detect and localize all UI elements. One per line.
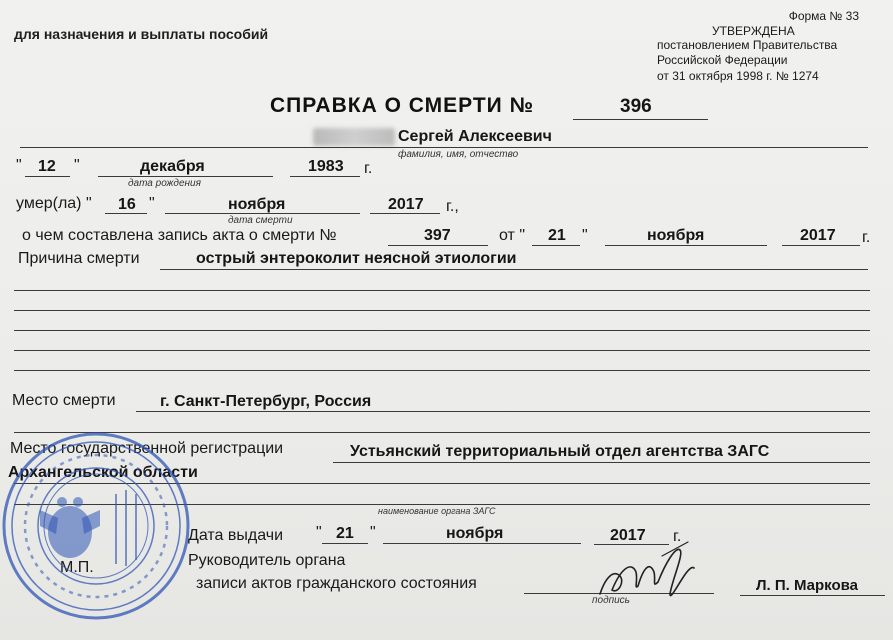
record-number: 397 xyxy=(424,227,451,244)
death-day-line xyxy=(105,213,147,214)
head-line1: Руководитель органа xyxy=(188,552,346,569)
approved-by-line1: постановлением Правительства xyxy=(657,38,838,52)
record-year: 2017 xyxy=(800,227,836,244)
registration-line-1 xyxy=(333,462,870,463)
birth-caption: дата рождения xyxy=(128,178,201,189)
death-month-line xyxy=(165,213,360,214)
signature-scribble xyxy=(592,536,697,606)
death-day: 16 xyxy=(118,196,136,213)
number-line xyxy=(573,119,708,120)
birth-month: декабря xyxy=(140,158,205,175)
certificate-title: СПРАВКА О СМЕРТИ № xyxy=(270,94,535,117)
blank-line-5 xyxy=(14,370,870,371)
blank-line-1 xyxy=(14,290,870,291)
issue-month: ноября xyxy=(446,525,504,542)
record-day: 21 xyxy=(548,227,566,244)
death-caption: дата смерти xyxy=(228,215,293,226)
approved-date: от 31 октября 1998 г. № 1274 xyxy=(657,69,819,83)
registration-value-line2: Архангельской области xyxy=(8,464,198,481)
form-number: Форма № 33 xyxy=(788,9,859,23)
cause-value: острый энтероколит неясной этиологии xyxy=(196,250,517,267)
death-year-suffix: г., xyxy=(446,198,459,215)
issue-day: 21 xyxy=(336,525,354,542)
header-left-title: для назначения и выплаты пособий xyxy=(14,26,269,42)
signature-caption: подпись xyxy=(592,595,630,606)
blank-line-4 xyxy=(14,350,870,351)
record-from: от " xyxy=(499,227,525,244)
name-caption: фамилия, имя, отчество xyxy=(398,149,519,160)
death-label: умер(ла) " xyxy=(16,195,92,212)
place-value: г. Санкт-Петербург, Россия xyxy=(160,393,372,410)
blank-line-3 xyxy=(14,330,870,331)
record-day-line xyxy=(532,245,580,246)
approved-label: УТВЕРЖДЕНА xyxy=(712,24,795,38)
birth-quote-close: " xyxy=(74,157,80,174)
death-year-line xyxy=(370,213,440,214)
head-name: Л. П. Маркова xyxy=(756,577,858,594)
issue-day-line xyxy=(322,543,368,544)
birth-day: 12 xyxy=(38,158,56,175)
issue-quote-close: " xyxy=(370,524,376,541)
approved-by-line2: Российской Федерации xyxy=(657,53,788,67)
redacted-surname xyxy=(313,128,395,146)
place-label: Место смерти xyxy=(12,392,116,409)
birth-quote-open: " xyxy=(16,157,22,174)
record-quote-close: " xyxy=(582,227,588,244)
record-year-suffix: г. xyxy=(862,229,871,246)
record-label: о чем составлена запись акта о смерти № xyxy=(22,227,337,244)
issue-year: 2017 xyxy=(610,527,646,544)
record-month: ноября xyxy=(647,227,705,244)
cause-line xyxy=(160,269,868,270)
full-name-value: Сергей Алексеевич xyxy=(398,128,552,145)
record-number-line xyxy=(388,245,488,246)
place-line xyxy=(136,411,870,412)
death-month: ноября xyxy=(228,196,286,213)
birth-day-line xyxy=(25,176,70,177)
blank-line-2 xyxy=(14,310,870,311)
record-month-line xyxy=(605,245,767,246)
registration-caption: наименование органа ЗАГС xyxy=(378,506,496,516)
issue-year-suffix: г. xyxy=(673,528,682,545)
registration-label: Место государственной регистрации xyxy=(10,440,284,457)
issue-label: Дата выдачи xyxy=(188,527,284,544)
death-year: 2017 xyxy=(388,196,424,213)
name-line xyxy=(20,147,868,148)
head-name-line xyxy=(740,595,885,596)
death-quote-close: " xyxy=(149,195,155,212)
birth-month-line xyxy=(98,176,273,177)
head-line2: записи актов гражданского состояния xyxy=(196,575,477,592)
official-seal-stamp xyxy=(0,414,196,634)
birth-year-suffix: г. xyxy=(364,160,373,177)
birth-year-line xyxy=(290,176,360,177)
seal-place-label: М.П. xyxy=(60,559,94,576)
record-year-line xyxy=(782,245,860,246)
certificate-number: 396 xyxy=(620,96,652,117)
issue-month-line xyxy=(383,543,581,544)
registration-value-line1: Устьянский территориальный отдел агентства ЗАГС xyxy=(350,443,770,460)
issue-quote-open: " xyxy=(316,524,322,541)
birth-year: 1983 xyxy=(308,158,344,175)
cause-label: Причина смерти xyxy=(18,250,140,267)
